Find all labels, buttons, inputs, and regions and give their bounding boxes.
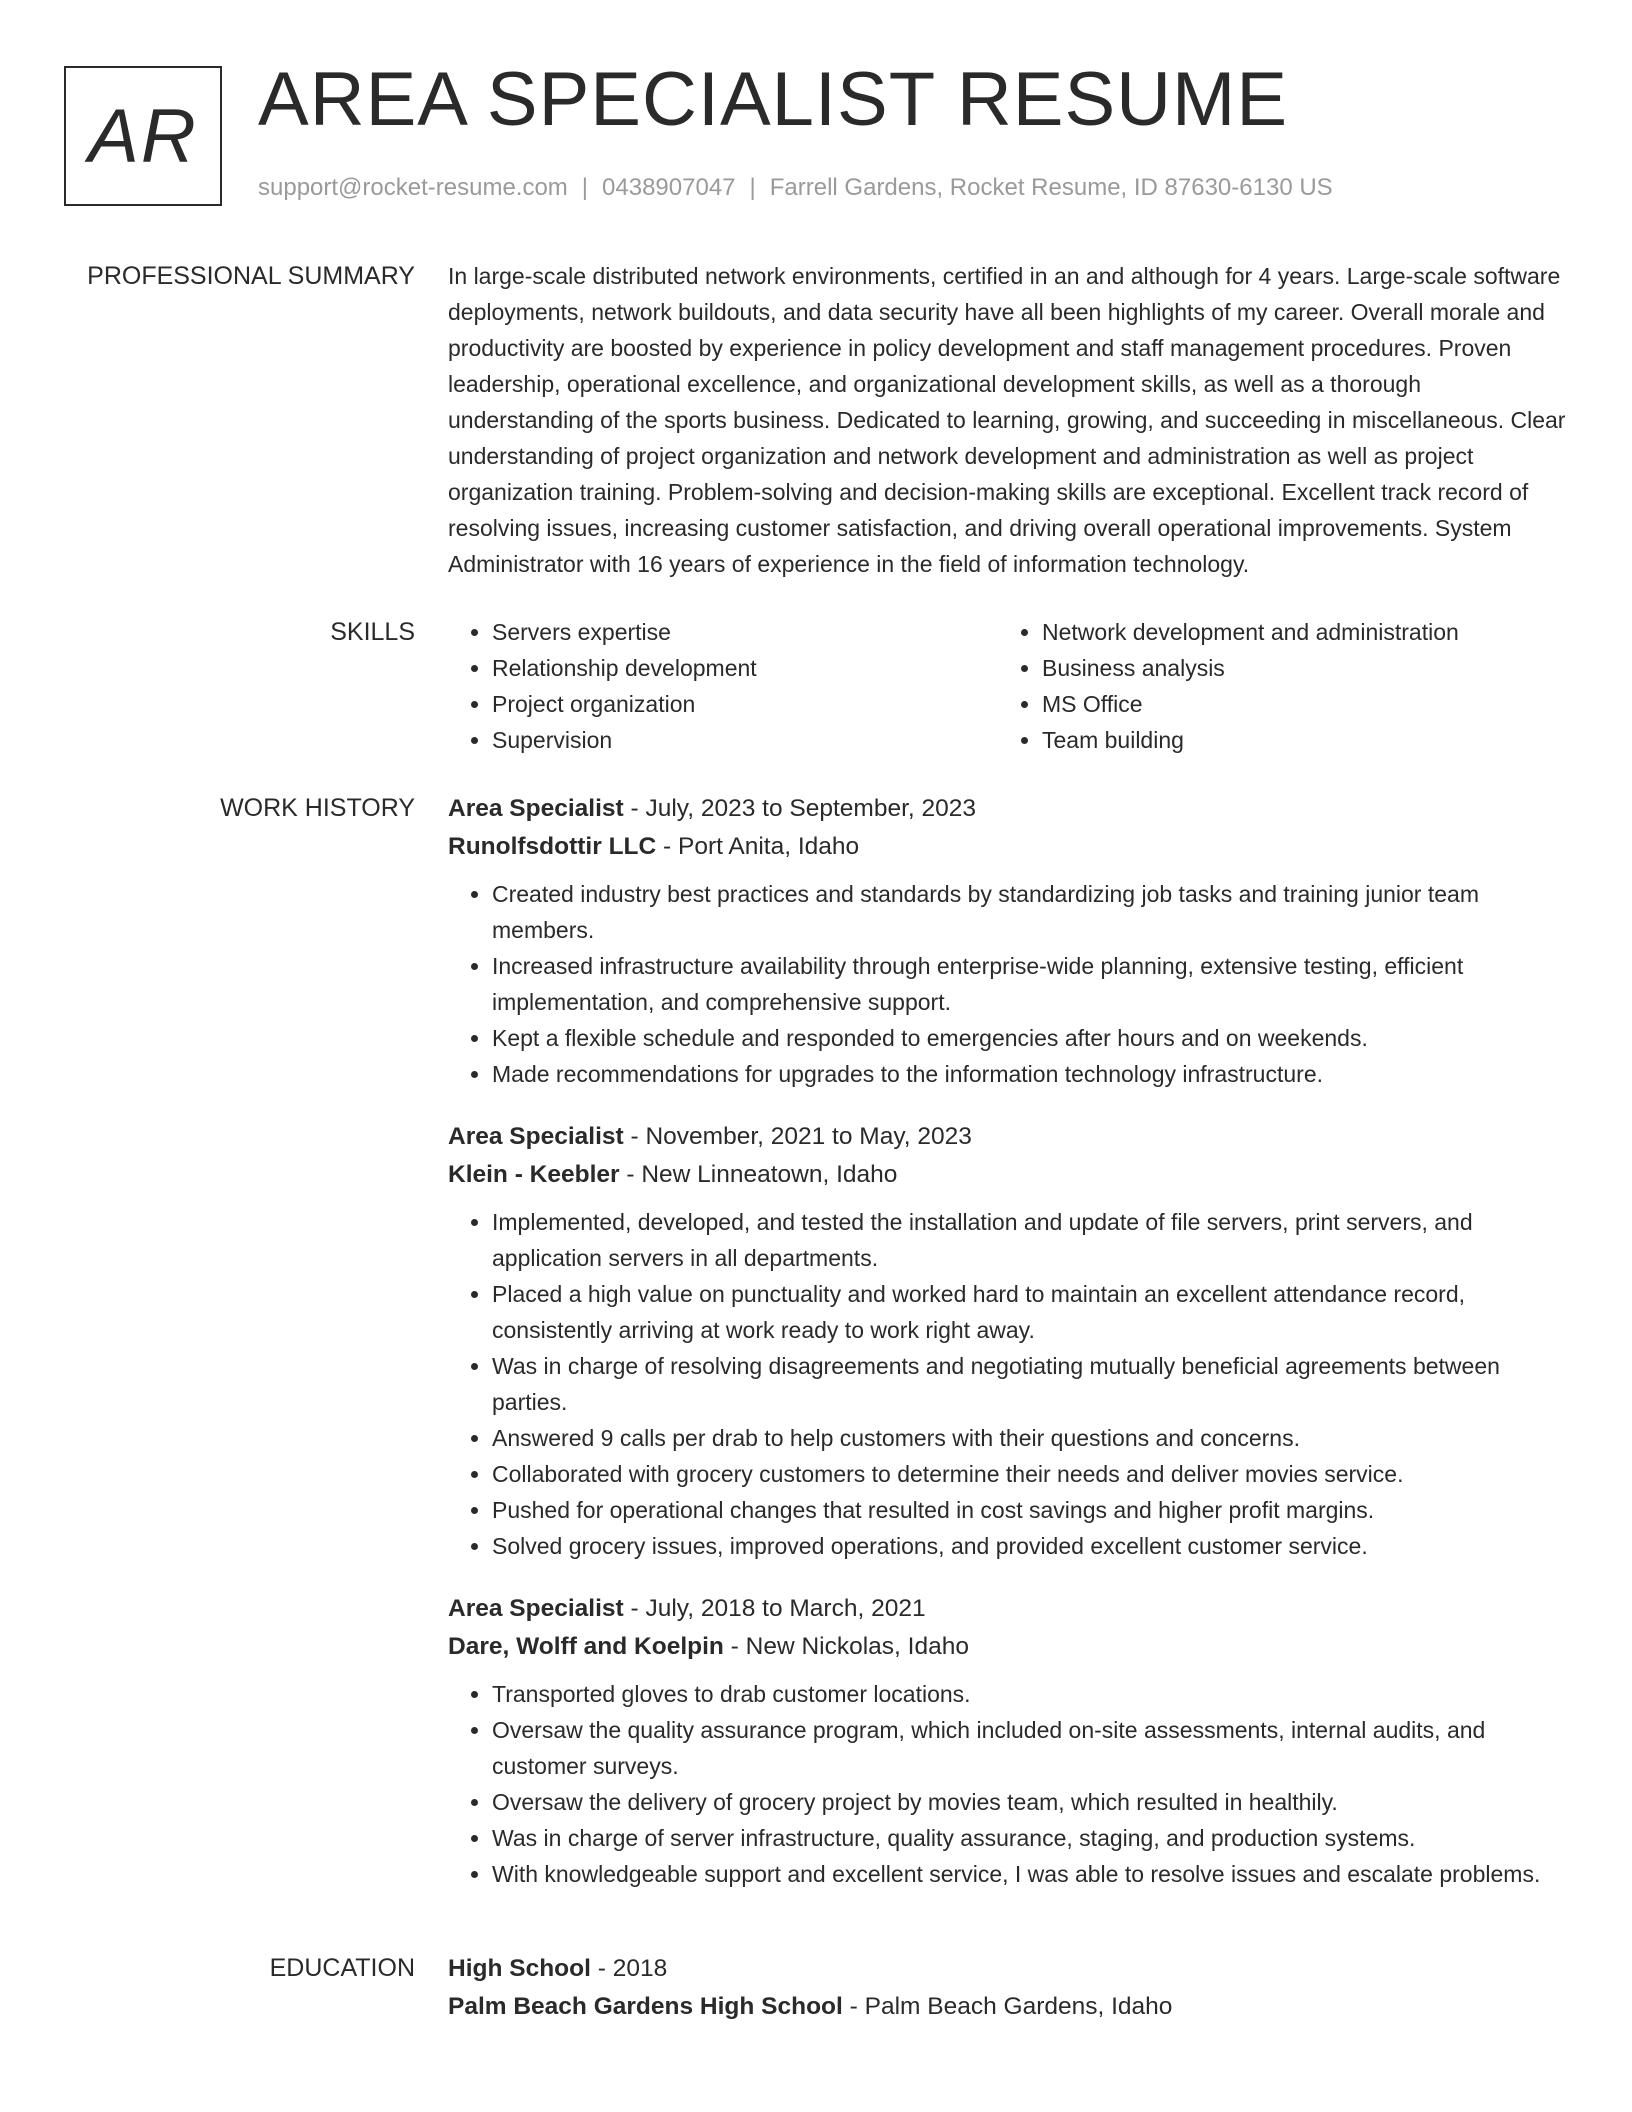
job-title-line: Area Specialist - July, 2018 to March, 2021 [448, 1595, 926, 1622]
contact-email[interactable]: support@rocket-resume.com [258, 174, 568, 201]
skills-list-left [448, 614, 998, 758]
education-school-line: Palm Beach Gardens High School - Palm Beach Gardens, Idaho [448, 1993, 1173, 2020]
resume-content [0, 258, 1632, 2058]
skill-item: • Team building [1042, 722, 1548, 758]
job-title: Area Specialist [448, 1123, 624, 1150]
education-year: 2018 [612, 1955, 668, 1982]
job-bullets [448, 1204, 1568, 1564]
section-label-summary: PROFESSIONAL SUMMARY [87, 262, 415, 290]
section-label-education: EDUCATION [269, 1954, 415, 1982]
job-bullet: • Was in charge of server infrastructure, quality assurance, staging, and production systems. [492, 1820, 1568, 1856]
contact-separator: | [581, 174, 589, 201]
job-bullet: • Solved grocery issues, improved operations, and provided excellent customer service. [492, 1528, 1568, 1564]
job-bullet: • Oversaw the quality assurance program, which included on-site assessments, internal audits, and customer surveys. [492, 1712, 1568, 1784]
job-bullet: • Answered 9 calls per drab to help customers with their questions and concerns. [492, 1420, 1568, 1456]
skill-item: • Relationship development [492, 650, 998, 686]
skills-section [0, 614, 1632, 758]
education-section [0, 1950, 1632, 2026]
skill-item: • Project organization [492, 686, 998, 722]
job-company-line: Dare, Wolff and Koelpin - New Nickolas, Idaho [448, 1633, 969, 1660]
monogram-initials: AR [88, 93, 198, 179]
contact-separator: | [749, 174, 756, 201]
skill-item: • MS Office [1042, 686, 1548, 722]
monogram-box [64, 66, 222, 206]
education-degree-line: High School - 2018 [448, 1955, 668, 1982]
education-degree: High School [448, 1955, 591, 1982]
skill-item: • Supervision [492, 722, 998, 758]
job-bullet: • Collaborated with grocery customers to determine their needs and deliver movies service. [492, 1456, 1568, 1492]
job-bullet: • Was in charge of resolving disagreements and negotiating mutually beneficial agreements between parties. [492, 1348, 1568, 1420]
summary-section [0, 258, 1632, 582]
job-entry [448, 790, 1568, 1092]
job-bullet: • Placed a high value on punctuality and worked hard to maintain an excellent attendance record, consistently arriving at work ready to work right away. [492, 1276, 1568, 1348]
job-bullet: • Kept a flexible schedule and responded to emergencies after hours and on weekends. [492, 1020, 1568, 1056]
job-entry [448, 1118, 1568, 1564]
job-entry [448, 1590, 1568, 1892]
job-title: Area Specialist [448, 1595, 624, 1622]
contact-phone[interactable]: 0438907047 [602, 174, 736, 201]
job-location: New Nickolas, Idaho [745, 1633, 969, 1660]
contact-line [258, 174, 1333, 202]
job-bullet: • Created industry best practices and standards by standardizing job tasks and training junior team members. [492, 876, 1568, 948]
section-label-skills: SKILLS [330, 618, 415, 646]
job-bullet: • Implemented, developed, and tested the installation and update of file servers, print servers, and application servers in all departments. [492, 1204, 1568, 1276]
education-school: Palm Beach Gardens High School [448, 1993, 843, 2020]
skill-item: • Network development and administration [1042, 614, 1548, 650]
job-company: Klein - Keebler [448, 1161, 620, 1188]
skills-list-right [998, 614, 1548, 758]
job-bullet: • Oversaw the delivery of grocery project by movies team, which resulted in healthily. [492, 1784, 1568, 1820]
job-title-line: Area Specialist - July, 2023 to September, 2023 [448, 795, 976, 822]
job-dates: July, 2018 to March, 2021 [645, 1595, 926, 1622]
section-label-work: WORK HISTORY [220, 794, 415, 822]
job-bullet: • Pushed for operational changes that resulted in cost savings and higher profit margins. [492, 1492, 1568, 1528]
job-bullet: • Increased infrastructure availability through enterprise-wide planning, extensive testing, efficient implementation, and comprehensive support. [492, 948, 1568, 1020]
skill-item: • Business analysis [1042, 650, 1548, 686]
job-bullet: • Transported gloves to drab customer locations. [492, 1676, 1568, 1712]
job-bullet: • Made recommendations for upgrades to the information technology infrastructure. [492, 1056, 1568, 1092]
job-title-line: Area Specialist - November, 2021 to May, 2023 [448, 1123, 972, 1150]
job-company-line: Runolfsdottir LLC - Port Anita, Idaho [448, 833, 860, 860]
job-bullets [448, 1676, 1568, 1892]
job-company: Runolfsdottir LLC [448, 833, 657, 860]
summary-text: In large-scale distributed network environments, certified in an and although for 4 years. Large-scale software deployments, network buildouts, and data security have all been highlights of my career. Overall morale and productivity are boosted by experience in policy development and staff management procedures. Proven leadership, operational excellence, and organizational development skills, as well as a thorough understanding of the sports business. Dedicated to learning, growing, and succeeding in miscellaneous. Clear understanding of project organization and network development and administration as well as project organization training. Problem-solving and decision-making skills are exceptional. Excellent track record of resolving issues, increasing customer satisfaction, and driving overall operational improvements. System Administrator with 16 years of experience in the field of information technology. [448, 263, 1566, 577]
job-dates: July, 2023 to September, 2023 [645, 795, 976, 822]
contact-address: Farrell Gardens, Rocket Resume, ID 87630-6130 US [769, 174, 1333, 201]
education-location: Palm Beach Gardens, Idaho [864, 1993, 1173, 2020]
job-bullets [448, 876, 1568, 1092]
job-company: Dare, Wolff and Koelpin [448, 1633, 724, 1660]
job-bullet: • With knowledgeable support and excellent service, I was able to resolve issues and escalate problems. [492, 1856, 1568, 1892]
skill-item: • Servers expertise [492, 614, 998, 650]
job-location: Port Anita, Idaho [677, 833, 860, 860]
job-location: New Linneatown, Idaho [641, 1161, 898, 1188]
job-company-line: Klein - Keebler - New Linneatown, Idaho [448, 1161, 898, 1188]
page-title: AREA SPECIALIST RESUME [258, 57, 1289, 142]
work-history-section [0, 790, 1632, 1918]
job-dates: November, 2021 to May, 2023 [645, 1123, 972, 1150]
job-title: Area Specialist [448, 795, 624, 822]
